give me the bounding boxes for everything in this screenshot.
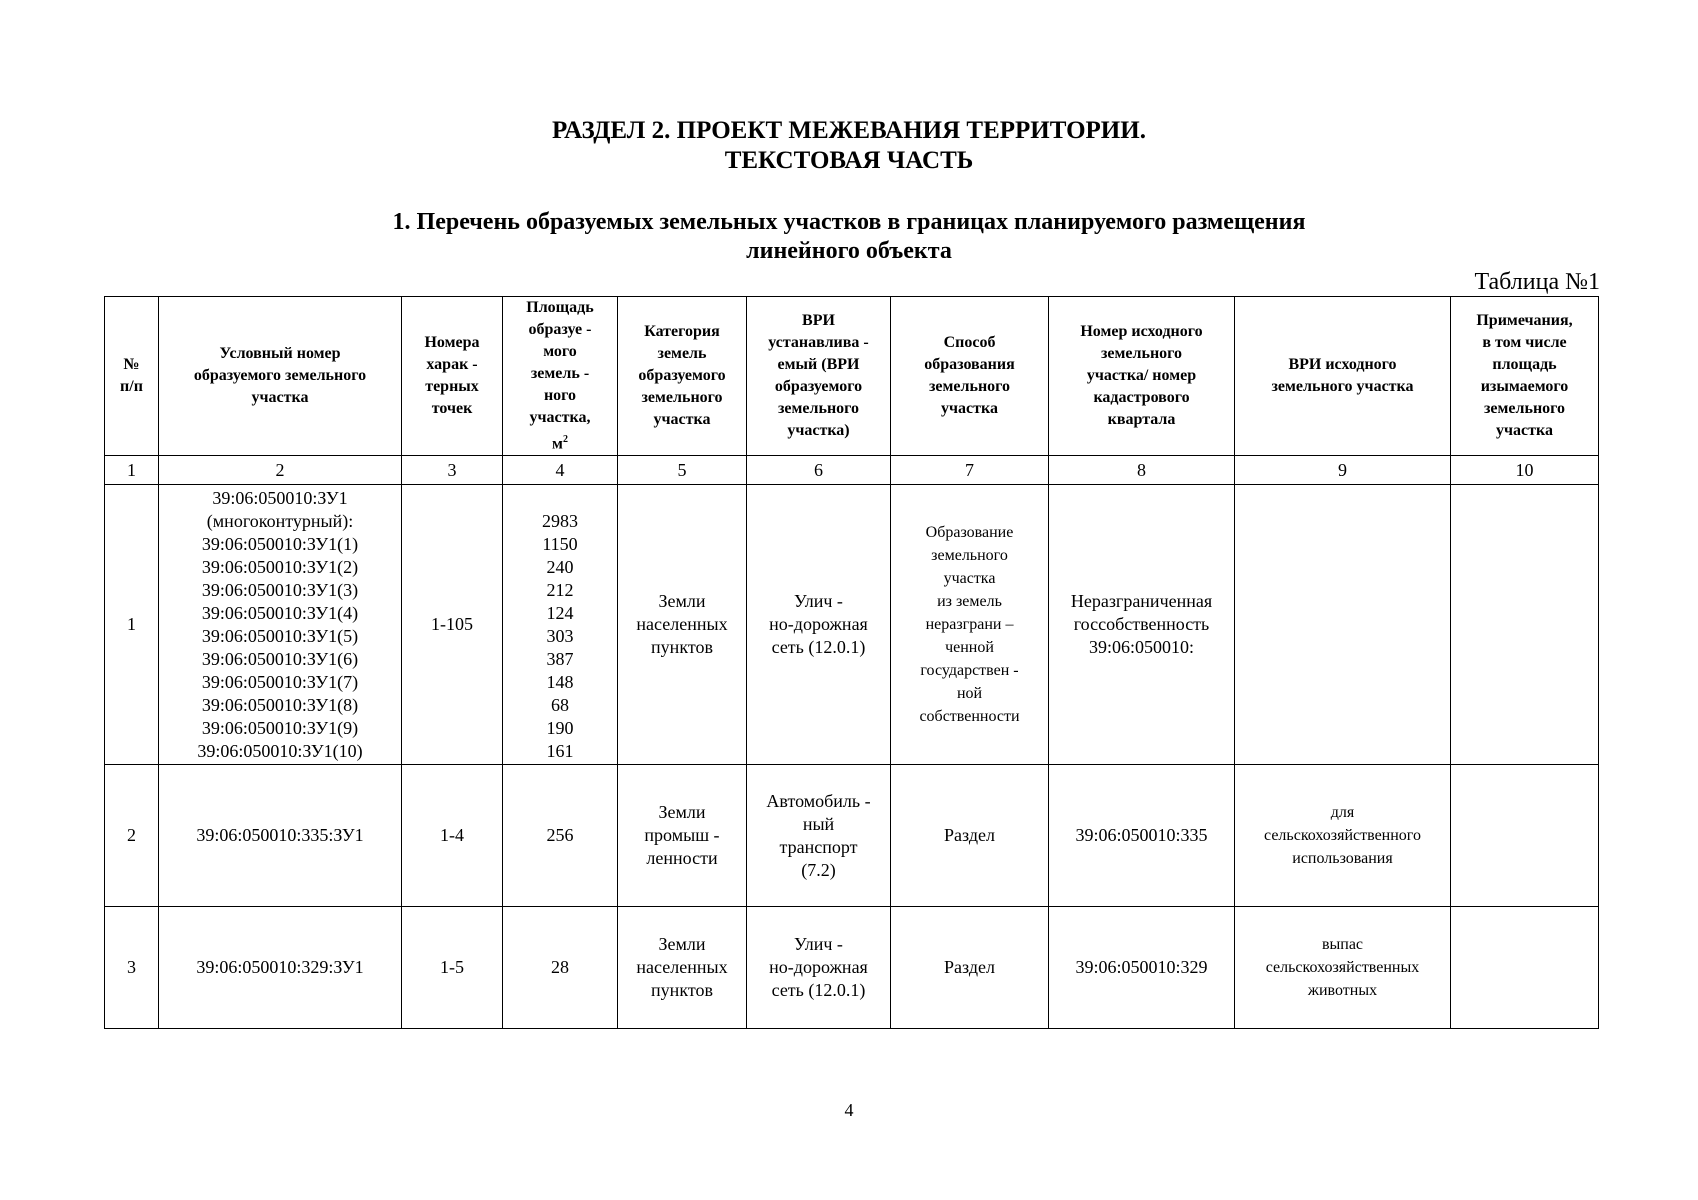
column-header: ВРИ устанавлива - емый (ВРИ образуемого земельного участка)	[747, 297, 891, 456]
source-permitted-use: выпас сельскохозяйственных животных	[1235, 907, 1451, 1029]
column-header: Категория земель образуемого земельного участка	[618, 297, 747, 456]
area-value: 68	[551, 694, 569, 715]
parcel-number: 39:06:050010:ЗУ1(4)	[201, 602, 359, 623]
table-header-row	[105, 297, 1599, 456]
land-category: Земли промыш - ленности	[618, 765, 747, 907]
source-parcel: 39:06:050010:329	[1049, 907, 1235, 1029]
formation-method: Раздел	[891, 907, 1049, 1029]
permitted-use: Улич - но-дорожная сеть (12.0.1)	[747, 485, 891, 765]
area-value: 2983	[542, 510, 578, 531]
row-number: 2	[105, 765, 159, 907]
permitted-use: Улич - но-дорожная сеть (12.0.1)	[747, 907, 891, 1029]
column-header: № п/п	[105, 297, 159, 456]
parcel-number: 39:06:050010:ЗУ1	[212, 487, 348, 508]
column-header-text: Площадь образуе - мого земель - ного участка, м	[526, 299, 594, 453]
column-header: Номера харак - терных точек	[402, 297, 503, 456]
column-number: 4	[503, 456, 618, 485]
column-number: 8	[1049, 456, 1235, 485]
column-number: 2	[159, 456, 402, 485]
permitted-use: Автомобиль - ный транспорт (7.2)	[747, 765, 891, 907]
land-category: Земли населенных пунктов	[618, 907, 747, 1029]
characteristic-points: 1-105	[402, 485, 503, 765]
characteristic-points: 1-4	[402, 765, 503, 907]
column-number: 10	[1451, 456, 1599, 485]
area-value: 256	[503, 765, 618, 907]
table-heading-continued: линейного объекта	[746, 238, 952, 264]
area-value: 124	[546, 602, 574, 623]
column-number: 7	[891, 456, 1049, 485]
table-heading: 1. Перечень образуемых земельных участков в границах планируемого размещения	[392, 209, 1306, 235]
row-number: 1	[105, 485, 159, 765]
column-number: 6	[747, 456, 891, 485]
column-number-row	[105, 456, 1599, 485]
area-unit-superscript: 2	[562, 434, 568, 445]
parcel-number: 39:06:050010:ЗУ1(1)	[201, 533, 359, 554]
characteristic-points: 1-5	[402, 907, 503, 1029]
parcel-number: 39:06:050010:ЗУ1(9)	[201, 717, 359, 738]
area-value: 212	[546, 579, 574, 600]
column-header: Примечания, в том числе площадь изымаемого земельного участка	[1451, 297, 1599, 456]
section-title: РАЗДЕЛ 2. ПРОЕКТ МЕЖЕВАНИЯ ТЕРРИТОРИИ.	[552, 117, 1146, 144]
source-parcel: Неразграниченная госсобственность 39:06:050010:	[1049, 485, 1235, 765]
land-category: Земли населенных пунктов	[618, 485, 747, 765]
parcel-number-list	[159, 485, 402, 765]
parcel-number: (многоконтурный):	[206, 510, 354, 531]
column-header: ВРИ исходного земельного участка	[1235, 297, 1451, 456]
column-header: Номер исходного земельного участка/ номер кадастрового квартала	[1049, 297, 1235, 456]
table-row	[105, 765, 1599, 907]
parcel-number: 39:06:050010:ЗУ1(10)	[197, 740, 363, 761]
column-header-area	[503, 297, 618, 456]
parcel-number: 39:06:050010:329:ЗУ1	[159, 907, 402, 1029]
column-number: 3	[402, 456, 503, 485]
area-value: 240	[546, 556, 574, 577]
column-header: Условный номер образуемого земельного участка	[159, 297, 402, 456]
formation-method: Раздел	[891, 765, 1049, 907]
column-number: 9	[1235, 456, 1451, 485]
formation-method: Образование земельного участка из земель неразграни – ченной государствен - ной собственности	[891, 485, 1049, 765]
area-list	[503, 485, 618, 765]
area-value: 28	[503, 907, 618, 1029]
source-parcel: 39:06:050010:335	[1049, 765, 1235, 907]
row-number: 3	[105, 907, 159, 1029]
parcel-number: 39:06:050010:ЗУ1(3)	[201, 579, 359, 600]
parcel-number: 39:06:050010:ЗУ1(2)	[201, 556, 359, 577]
parcel-number: 39:06:050010:ЗУ1(6)	[201, 648, 359, 669]
source-permitted-use	[1235, 485, 1451, 765]
notes	[1451, 907, 1599, 1029]
table-row	[105, 485, 1599, 765]
notes	[1451, 485, 1599, 765]
parcel-number: 39:06:050010:ЗУ1(5)	[201, 625, 359, 646]
area-value: 161	[546, 740, 574, 761]
parcel-number: 39:06:050010:335:ЗУ1	[159, 765, 402, 907]
column-header: Способ образования земельного участка	[891, 297, 1049, 456]
area-value: 190	[546, 717, 574, 738]
area-value	[505, 487, 615, 510]
notes	[1451, 765, 1599, 907]
page-number: 4	[844, 1100, 854, 1120]
column-number: 5	[618, 456, 747, 485]
section-title-continued: ТЕКСТОВАЯ ЧАСТЬ	[724, 147, 974, 174]
area-value: 303	[546, 625, 574, 646]
area-value: 1150	[542, 533, 578, 554]
table-row	[105, 907, 1599, 1029]
parcel-number: 39:06:050010:ЗУ1(7)	[201, 671, 359, 692]
land-parcels-table	[104, 296, 1599, 1029]
parcel-number: 39:06:050010:ЗУ1(8)	[201, 694, 359, 715]
area-value: 148	[546, 671, 574, 692]
source-permitted-use: для сельскохозяйственного использования	[1235, 765, 1451, 907]
column-number: 1	[105, 456, 159, 485]
table-number-label: Таблица №1	[1474, 269, 1600, 295]
area-value: 387	[546, 648, 574, 669]
